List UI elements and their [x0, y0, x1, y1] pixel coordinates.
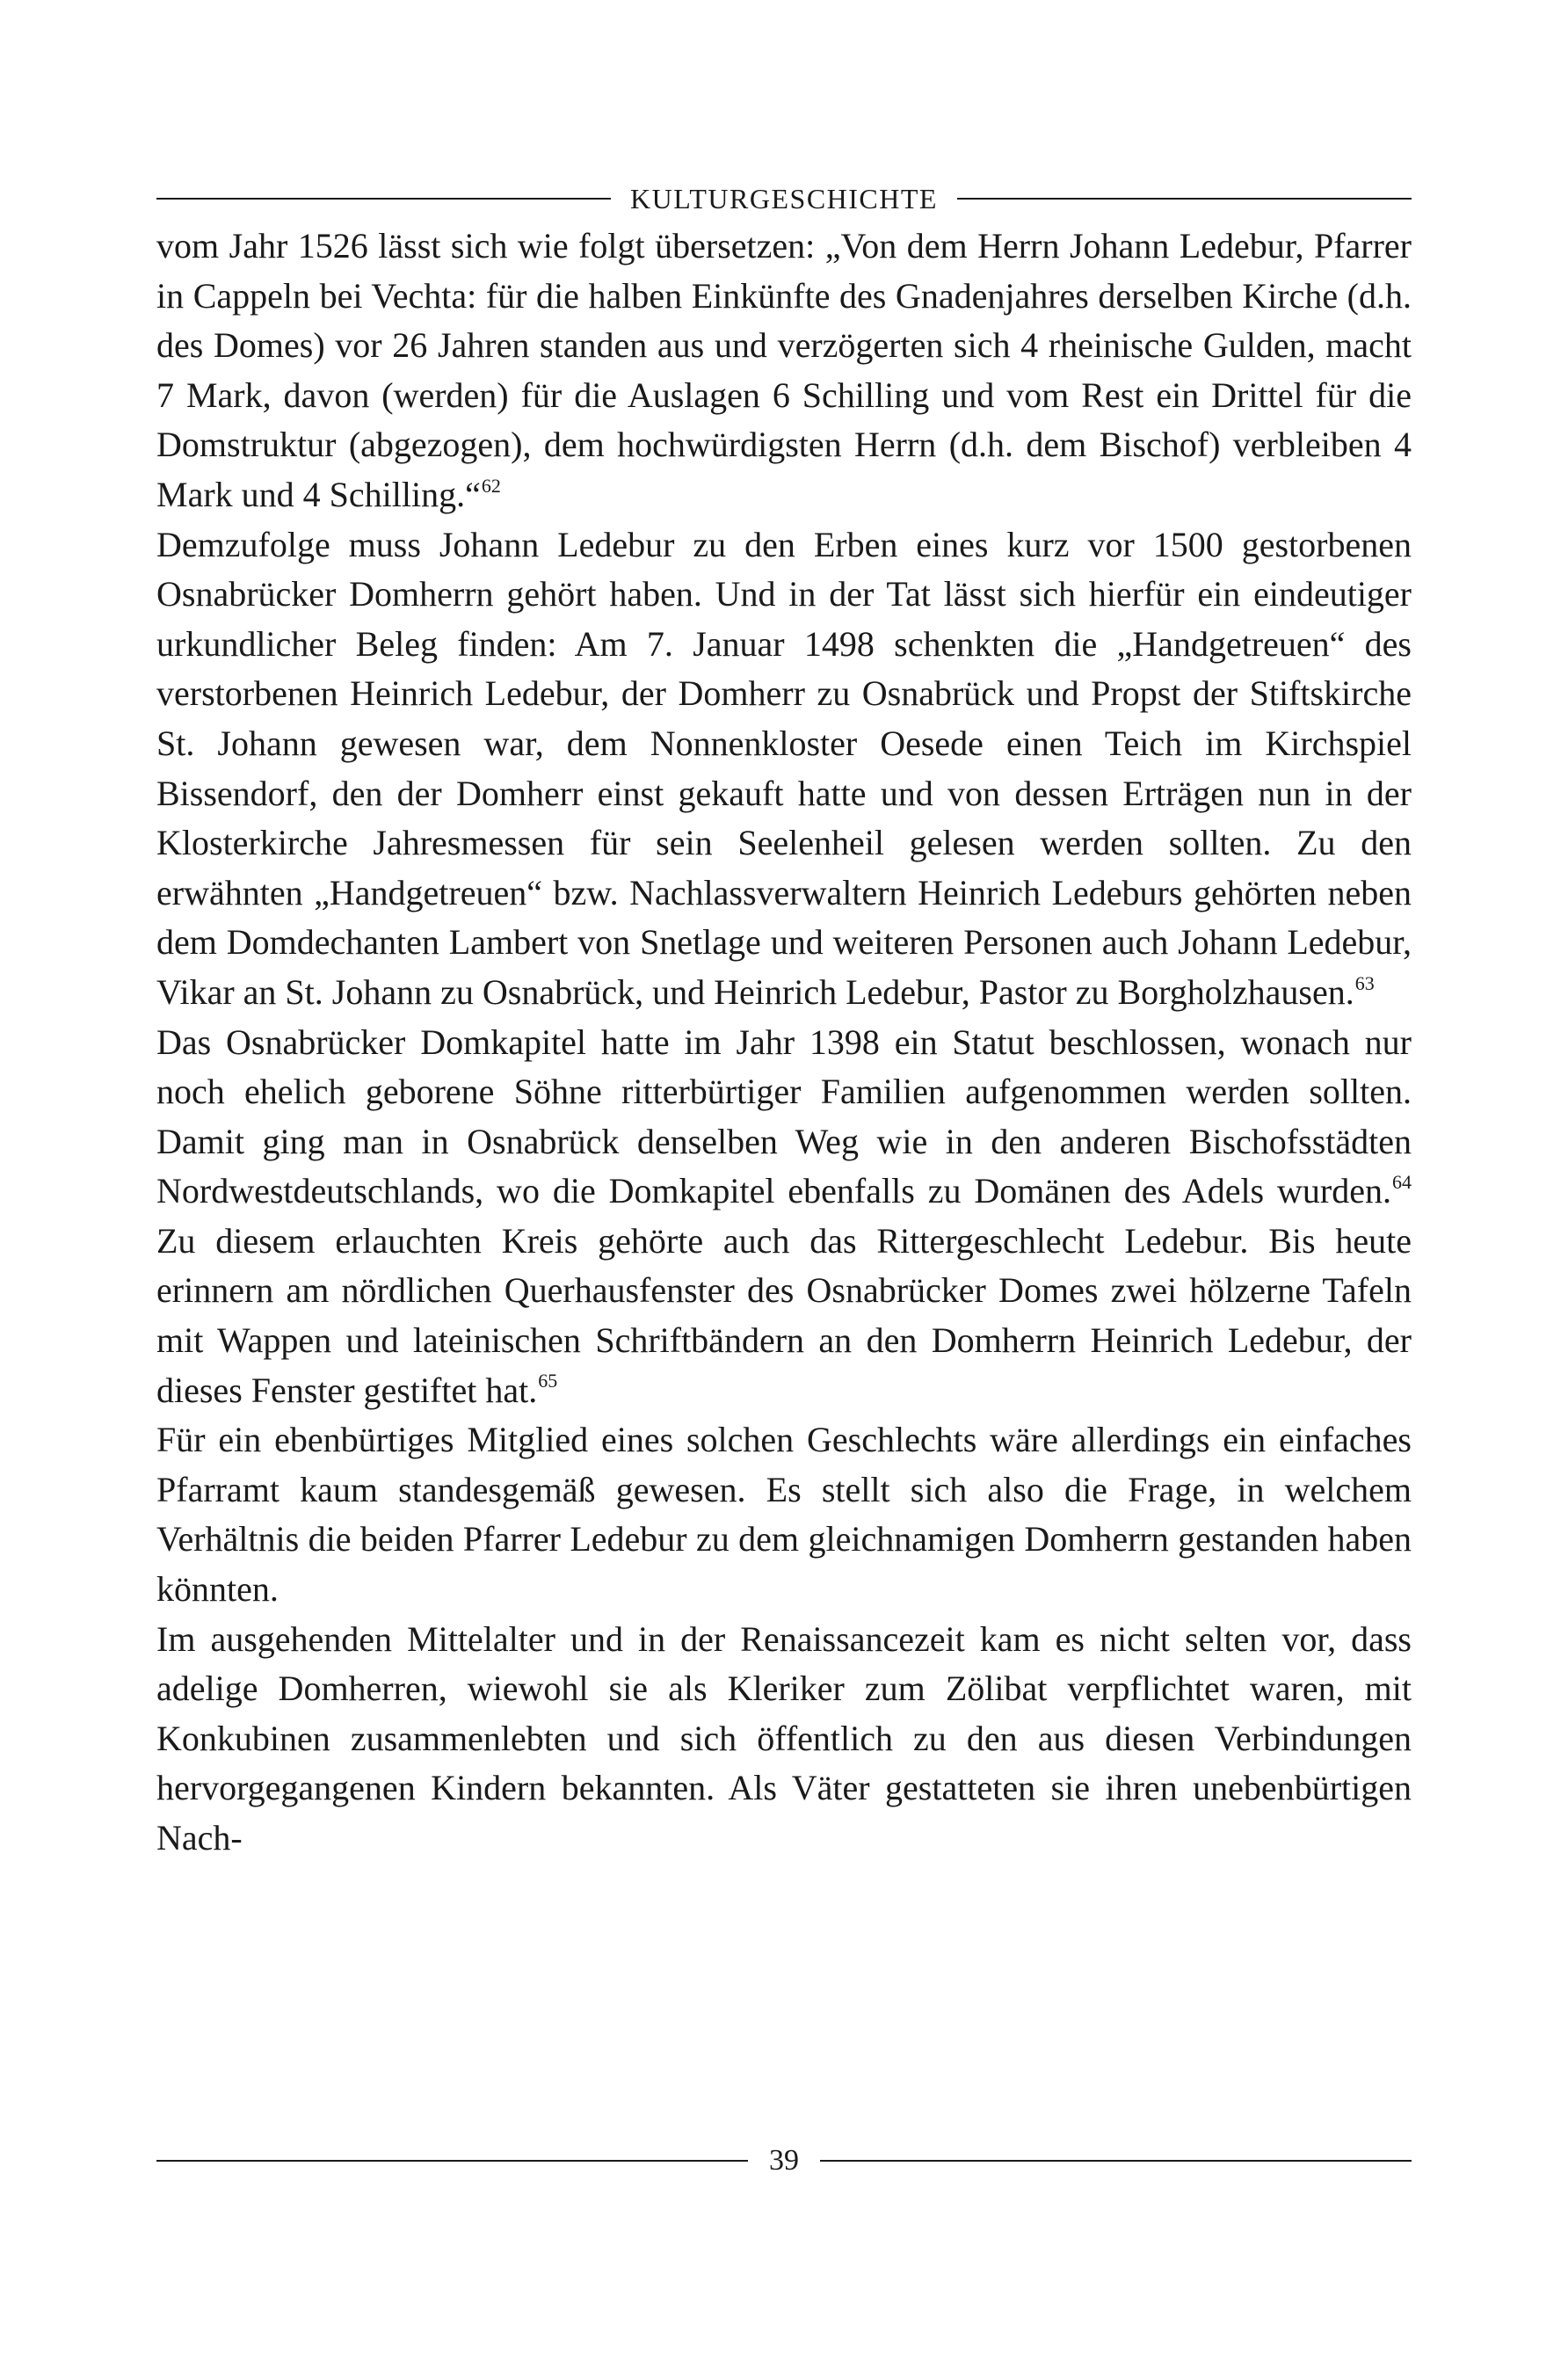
- paragraph-1: [156, 222, 1412, 520]
- paragraph-5: [156, 1615, 1412, 1864]
- paragraph-4: [156, 1415, 1412, 1614]
- paragraph-5-text: Im ausgehenden Mittelalter und in der Renaissancezeit kam es nicht selten vor, dass adelige Domherren, wiewohl sie als Kleriker zum Zölibat verpflichtet waren, mit Konkubinen zusammenlebten und sich öffentlich zu den aus diesen Verbindungen hervorgegangenen Kindern bekannten. Als Väter gestatteten sie ihren unebenbürtigen Nach-: [156, 1618, 1412, 1857]
- body-text: [156, 222, 1412, 1864]
- header-rule-right: [957, 198, 1412, 200]
- footnote-marker-64: 64: [1392, 1170, 1412, 1193]
- footnote-marker-65: 65: [538, 1370, 558, 1392]
- footer-rule-left: [156, 2160, 748, 2162]
- footer-rule-right: [820, 2160, 1412, 2162]
- paragraph-3-text-a: Das Osnabrücker Domkapitel hatte im Jahr 1398 ein Statut beschlossen, wonach nur noch ehelich geborene Söhne ritterbürtiger Familien aufgenommen werden sollten. Damit ging man in Osnabrück denselben Weg wie in den anderen Bischofsstädten Nordwestdeutschlands, wo die Domkapitel ebenfalls zu Domänen des Adels wurden.: [156, 1021, 1412, 1211]
- page-number: 39: [769, 2144, 799, 2177]
- running-head: [156, 181, 1412, 216]
- paragraph-3-text-b: Zu diesem erlauchten Kreis gehörte auch das Rittergeschlecht Ledebur. Bis heute erinnern am nördlichen Querhausfenster des Osnabrücker Domes zwei hölzerne Tafeln mit Wappen und lateinischen Schriftbändern an den Domherrn Heinrich Ledebur, der dieses Fenster gestiftet hat.: [156, 1220, 1412, 1410]
- paragraph-2-text: Demzufolge muss Johann Ledebur zu den Erben eines kurz vor 1500 gestorbenen Osnabrücker Domherrn gehört haben. Und in der Tat lässt sich hierfür ein eindeutiger urkundlicher Beleg finden: Am 7. Januar 1498 schenkten die „Handgetreuen“ des verstorbenen Heinrich Ledebur, der Domherr zu Osnabrück und Propst der Stiftskirche St. Johann gewesen war, dem Nonnenkloster Oesede einen Teich im Kirchspiel Bissendorf, den der Domherr einst gekauft hatte und von dessen Erträgen nun in der Klosterkirche Jahresmessen für sein Seelenheil gelesen werden sollten. Zu den erwähnten „Handgetreuen“ bzw. Nachlassverwaltern Heinrich Ledeburs gehörten neben dem Domdechanten Lambert von Snetlage und weiteren Personen auch Johann Ledebur, Vikar an St. Johann zu Osnabrück, und Heinrich Ledebur, Pastor zu Borgholzhausen.: [156, 524, 1412, 1012]
- paragraph-2: [156, 520, 1412, 1018]
- running-title: KULTURGESCHICHTE: [630, 183, 938, 214]
- paragraph-1-text: vom Jahr 1526 lässt sich wie folgt übersetzen: „Von dem Herrn Johann Ledebur, Pfarrer in Cappeln bei Vechta: für die halben Einkünfte des Gnadenjahres derselben Kirche (d.h. des Domes) vor 26 Jahren standen aus und verzögerten sich 4 rheinische Gulden, macht 7 Mark, davon (werden) für die Auslagen 6 Schilling und vom Rest ein Drittel für die Domstruktur (abgezogen), dem hochwürdigsten Herrn (d.h. dem Bischof) verbleiben 4 Mark und 4 Schilling.“: [156, 226, 1412, 514]
- footnote-marker-62: 62: [481, 474, 501, 497]
- footer-folio: [156, 2143, 1412, 2178]
- paragraph-4-text: Für ein ebenbürtiges Mitglied eines solchen Geschlechts wäre allerdings ein einfaches Pfarramt kaum standesgemäß gewesen. Es stellt sich also die Frage, in welchem Verhältnis die beiden Pfarrer Ledebur zu dem gleichnamigen Domherrn gestanden haben könnten.: [156, 1420, 1412, 1610]
- paragraph-3: [156, 1018, 1412, 1416]
- footnote-marker-63: 63: [1354, 971, 1375, 994]
- header-rule-left: [156, 198, 611, 200]
